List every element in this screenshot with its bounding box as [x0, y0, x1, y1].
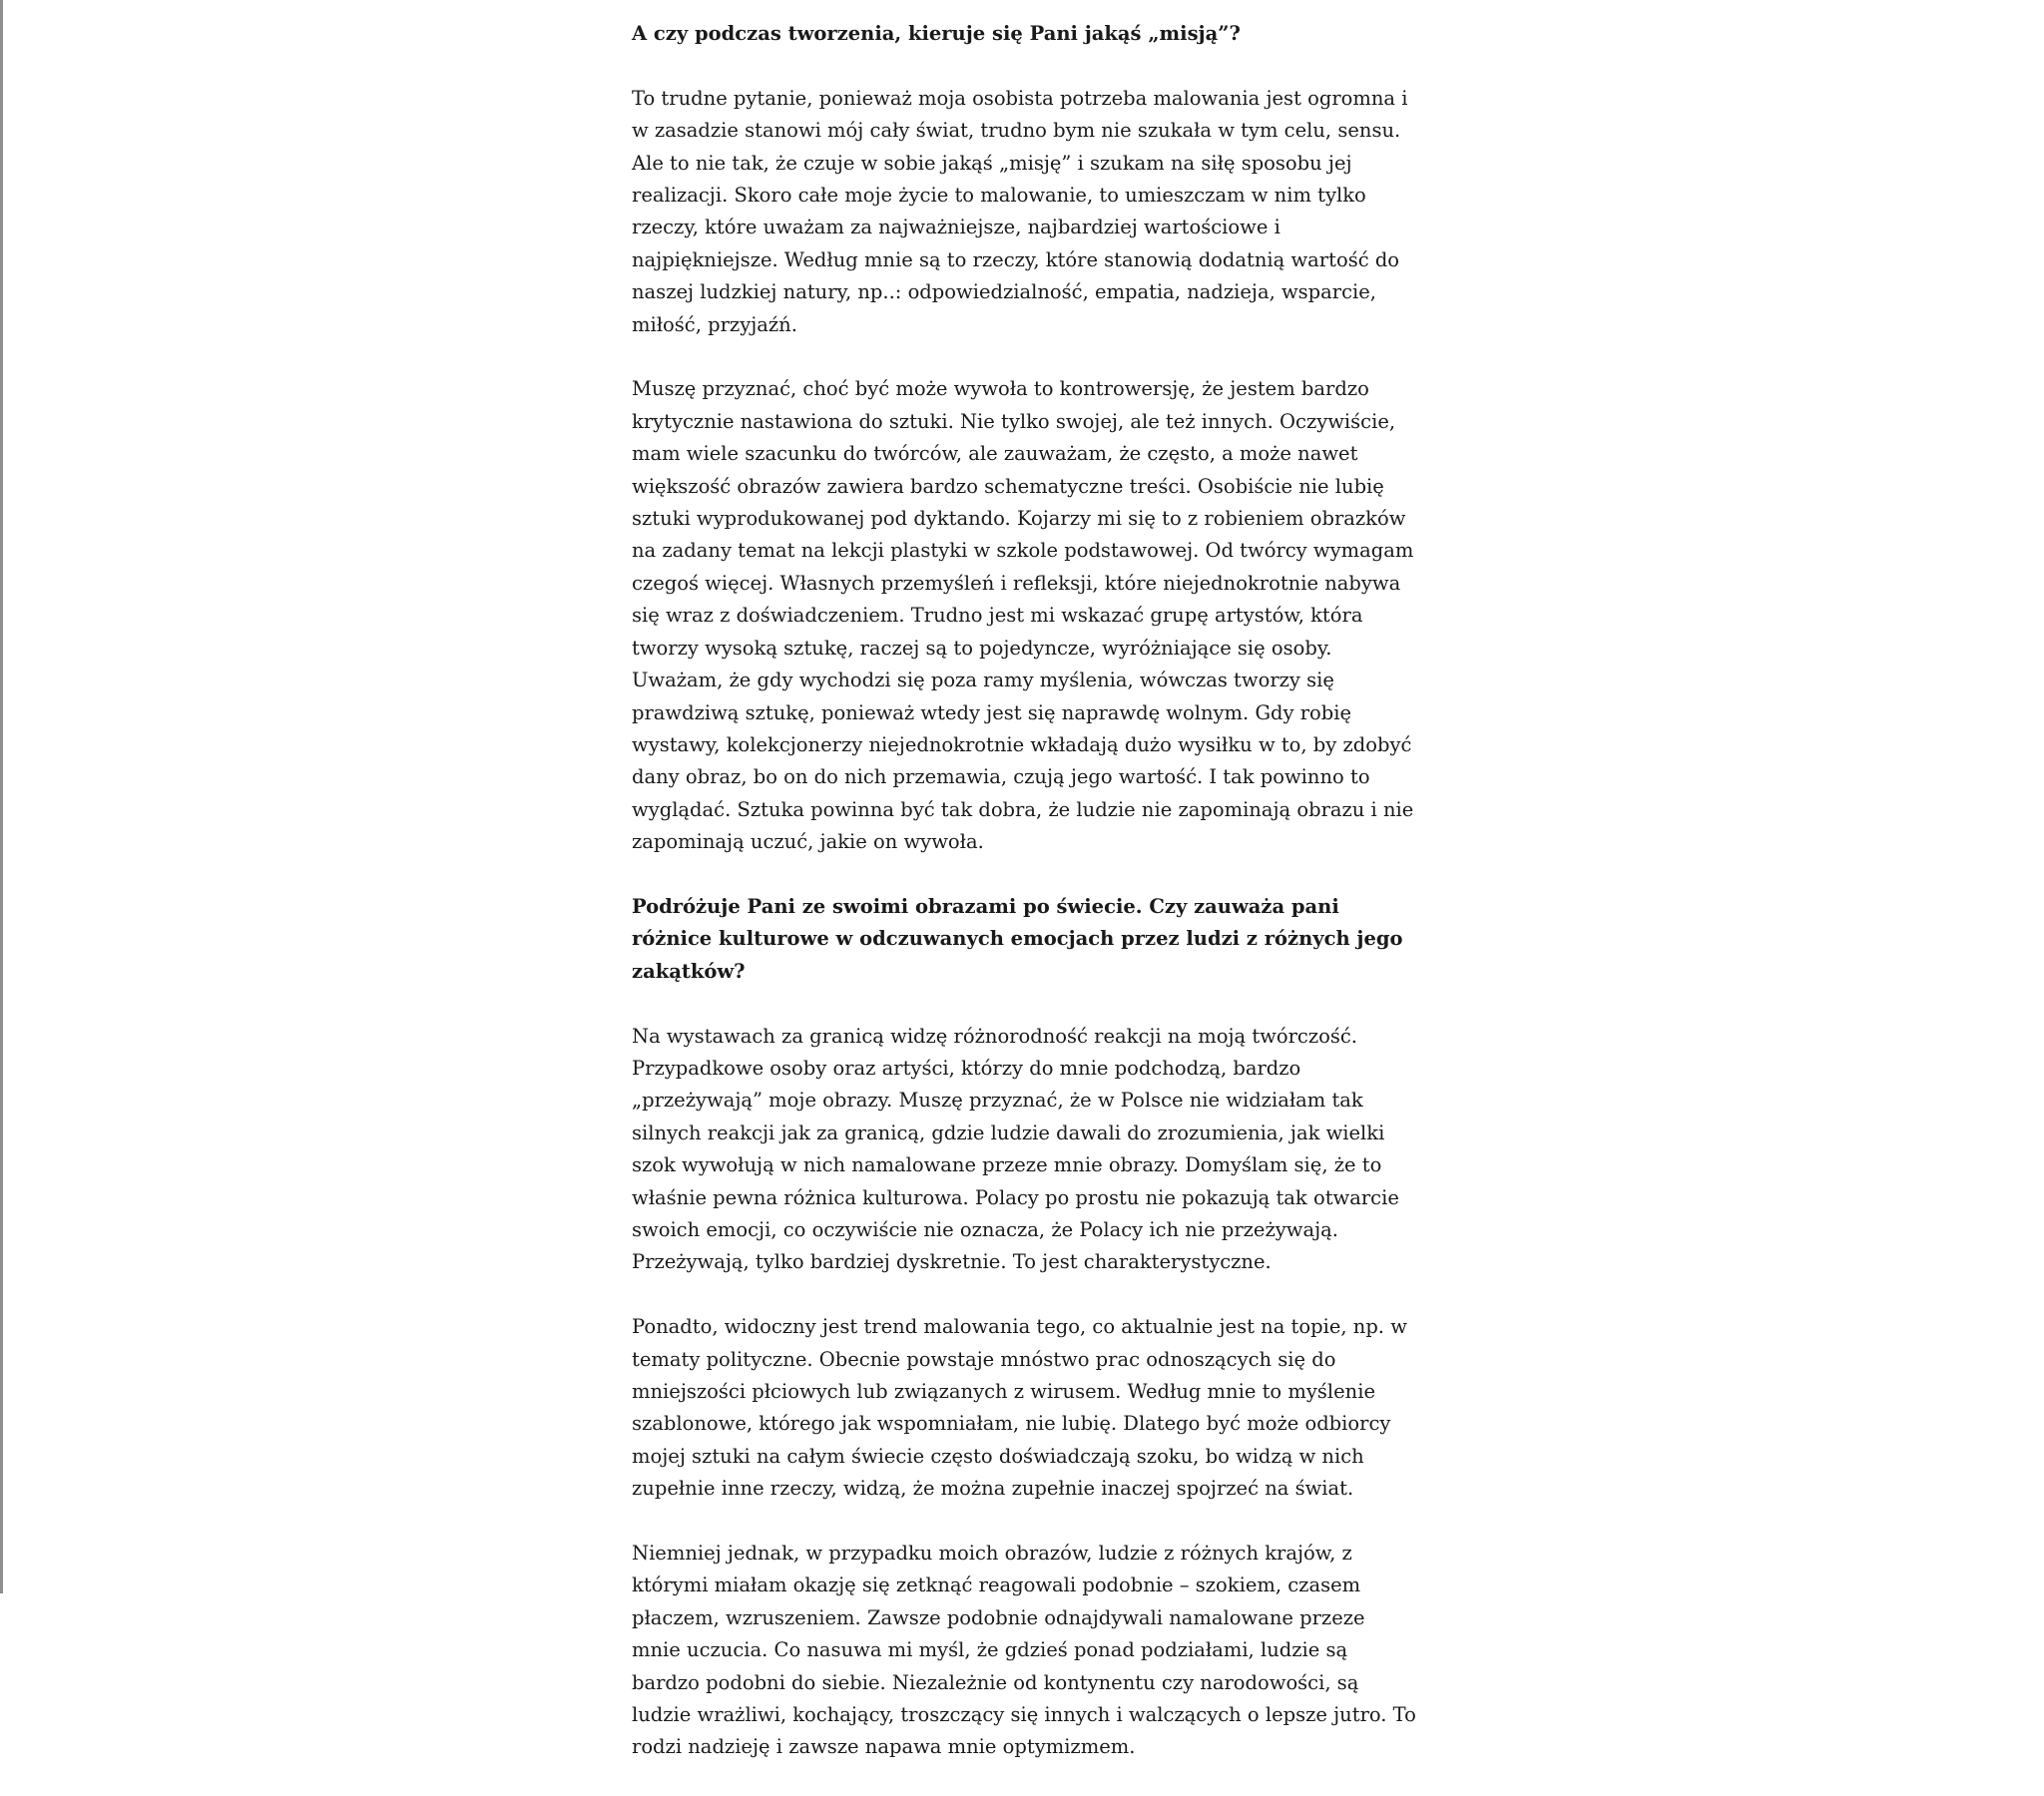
answer-paragraph: Muszę przyznać, choć być może wywoła to kontrowersję, że jestem bardzo krytycznie nastawiona do sztuki. Nie tylko swojej, ale też innych. Oczywiście, mam wiele szacunku do twórców, ale zauważam, że często, a może nawet większość obrazów zawiera bardzo schematyczne treści. Osobiście nie lubię sztuki wyprodukowanej pod dyktando. Kojarzy mi się to z robieniem obrazków na zadany temat na lekcji plastyki w szkole podstawowej. Od twórcy wymagam czegoś więcej. Własnych przemyśleń i refleksji, które niejednokrotnie nabywa się wraz z doświadczeniem. Trudno jest mi wskazać grupę artystów, która tworzy wysoką sztukę, raczej są to pojedyncze, wyróżniające się osoby. Uważam, że gdy wychodzi się poza ramy myślenia, wówczas tworzy się prawdziwą sztukę, ponieważ wtedy jest się naprawdę wolnym. Gdy robię wystawy, kolekcjonerzy niejednokrotnie wkładają dużo wysiłku w to, by zdobyć dany obraz, bo on do nich przemawia, czują jego wartość. I tak powinno to wyglądać. Sztuka powinna być tak dobra, że ludzie nie zapominają obrazu i nie zapominają uczuć, jakie on wywoła.: [632, 377, 1414, 854]
interview-question: A czy podczas tworzenia, kieruje się Pani jakąś „misją”?: [632, 22, 1241, 45]
answer-paragraph: Niemniej jednak, w przypadku moich obrazów, ludzie z różnych krajów, z którymi miałam okazję się zetknąć reagowali podobnie – szokiem, czasem płaczem, wzruszeniem. Zawsze podobnie odnajdywali namalowane przeze mnie uczucia. Co nasuwa mi myśl, że gdzieś ponad podziałami, ludzie są bardzo podobni do siebie. Niezależnie od kontynentu czy narodowości, są ludzie wrażliwi, kochający, troszczący się innych i walczących o lepsze jutro. To rodzi nadzieję i zawsze napawa mnie optymizmem.: [632, 1542, 1416, 1759]
article-body: [632, 18, 1416, 1796]
answer-paragraph: Ponadto, widoczny jest trend malowania tego, co aktualnie jest na topie, np. w tematy polityczne. Obecnie powstaje mnóstwo prac odnoszących się do mniejszości płciowych lub związanych z wirusem. Według mnie to myślenie szablonowe, którego jak wspomniałam, nie lubię. Dlatego być może odbiorcy mojej sztuki na całym świecie często doświadczają szoku, bo widzą w nich zupełnie inne rzeczy, widzą, że można zupełnie inaczej spojrzeć na świat.: [632, 1315, 1407, 1501]
answer-paragraph: Na wystawach za granicą widzę różnorodność reakcji na moją twórczość. Przypadkowe osoby oraz artyści, którzy do mnie podchodzą, bardzo „przeżywają” moje obrazy. Muszę przyznać, że w Polsce nie widziałam tak silnych reakcji jak za granicą, gdzie ludzie dawali do zrozumienia, jak wielki szok wywołują w nich namalowane przeze mnie obrazy. Domyślam się, że to właśnie pewna różnica kulturowa. Polacy po prostu nie pokazują tak otwarcie swoich emocji, co oczywiście nie oznacza, że Polacy ich nie przeżywają. Przeżywają, tylko bardziej dyskretnie. To jest charakterystyczne.: [632, 1024, 1399, 1274]
interview-question: Podróżuje Pani ze swoimi obrazami po świecie. Czy zauważa pani różnice kulturowe w odczuwanych emocjach przez ludzi z różnych jego zakątków?: [632, 894, 1403, 983]
answer-paragraph: To trudne pytanie, ponieważ moja osobista potrzeba malowania jest ogromna i w zasadzie stanowi mój cały świat, trudno bym nie szukała w tym celu, sensu. Ale to nie tak, że czuje w sobie jakąś „misję” i szukam na siłę sposobu jej realizacji. Skoro całe moje życie to malowanie, to umieszczam w nim tylko rzeczy, które uważam za najważniejsze, najbardziej wartościowe i najpiękniejsze. Według mnie są to rzeczy, które stanowią dodatnią wartość do naszej ludzkiej natury, np..: odpowiedzialność, empatia, nadzieja, wsparcie, miłość, przyjaźń.: [632, 86, 1408, 336]
window-left-border: [0, 0, 3, 1593]
